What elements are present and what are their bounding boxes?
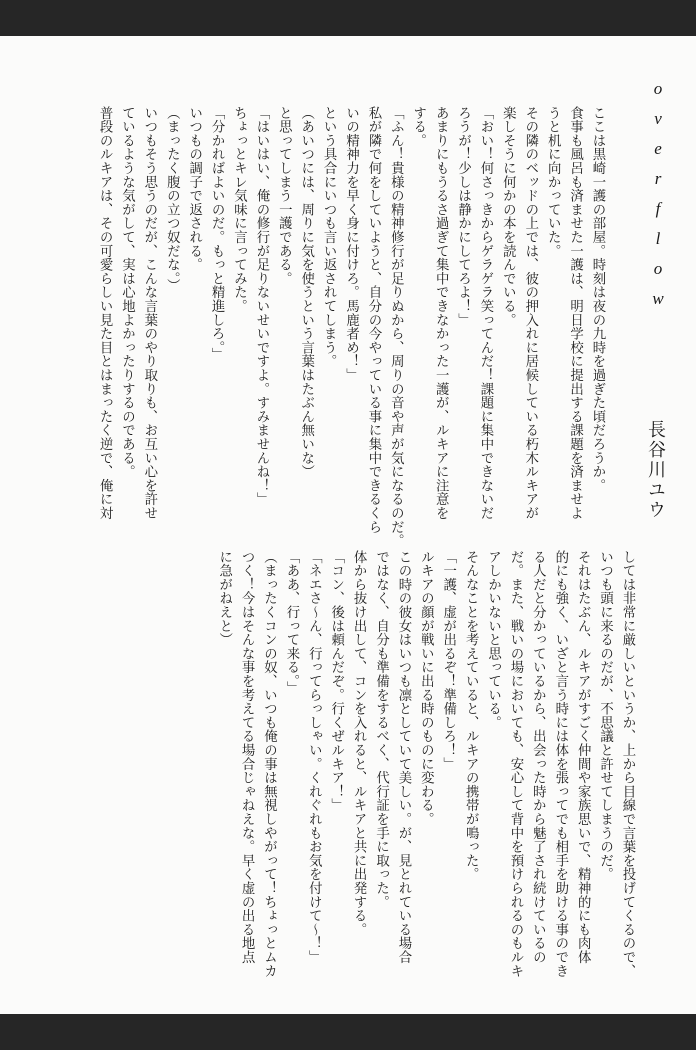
text-line: ているような気がして、実は心地よかったりするのである。 [119, 106, 135, 479]
text-line: この時の彼女はいつも凛としていて美しい。が、見とれている場合 [395, 550, 411, 964]
story-title [643, 80, 673, 320]
title-letter: o [653, 259, 663, 278]
text-line: それはたぶん、ルキアがすごく仲間や家族思いで、精神的にも肉体 [575, 550, 591, 964]
text-line: 楽しそうに何かの本を読んでいる。 [500, 106, 516, 327]
title-letter: f [655, 199, 661, 218]
text-line: 「ふん！貴様の精神修行が足りぬから、周りの音や声が気になるのだ。 [388, 106, 404, 548]
text-line: 「おい！何さっきからゲラゲラ笑ってんだ！課題に集中できないだ [477, 106, 493, 520]
text-line: 私が隣で何をしていようと、自分の今やっている事に集中できるくら [365, 106, 381, 534]
title-letter: r [654, 169, 662, 188]
bottom-scan-border [0, 1014, 696, 1050]
text-line: 「分かればよいのだ。もっと精進しろ。」 [209, 106, 225, 362]
text-line: 普段のルキアは、その可愛らしい見た目とはまったく逆で、俺に対 [97, 106, 113, 520]
text-line: 「ネエさ～ん、行ってらっしゃい。くれぐれもお気を付けて～！」 [306, 550, 322, 964]
text-line: （まったく腹の立つ奴だな。） [164, 106, 180, 293]
text-line: （まったくコンの奴、いつも俺の事は無視しやがって！ちょっとムカ [261, 550, 277, 978]
text-line: その隣のベッドの上では、彼の押入れに居候している朽木ルキアが [522, 106, 538, 520]
text-line: アしかいないと思っている。 [485, 550, 501, 730]
text-line: ろうが！少しは静かにしてろよ！」 [455, 106, 471, 327]
text-line: つく！今はそんな事を考えてる場合じゃねえな。早く虚の出る地点 [239, 550, 255, 964]
author-name: 長谷川ユウ [645, 420, 666, 520]
title-letter: l [655, 229, 661, 248]
text-line: と思ってしまう一護である。 [276, 106, 292, 286]
text-line: だ。また、戦いの場においても、安心して背中を預けられるのもルキ [507, 550, 523, 978]
upper-text-block [93, 106, 608, 548]
text-line: そんなことを考えていると、ルキアの携帯が鳴った。 [463, 550, 479, 882]
text-line: 「ああ、行って来る。」 [283, 550, 299, 696]
title-letter: o [653, 79, 663, 98]
text-line: いつも頭に来るのだが、不思議と許せてしまうのだ。 [597, 550, 613, 882]
text-line: 的にも強く、いざと言う時には体を張ってでも相手を助ける事のでき [552, 550, 568, 978]
text-line: いつもの調子で返される。 [186, 106, 202, 272]
text-line: ルキアの顔が戦いに出る時のものに変わる。 [418, 550, 434, 826]
text-line: あまりにもうるさ過ぎて集中できなかった一護が、ルキアに注意を [433, 106, 449, 520]
text-line: ちょっとキレ気味に言ってみた。 [231, 106, 247, 313]
text-line: （あいつには、周りに気を使うという言葉はたぶん無いな） [298, 106, 314, 479]
text-line: 体から抜け出して、コンを入れると、ルキアと共に出発する。 [351, 550, 367, 937]
text-line: る人だと分かっているから、出会った時から魅了され続けているの [530, 550, 546, 964]
title-letter: e [654, 139, 662, 158]
text-line: ここは黒崎一護の部屋。時刻は夜の九時を過ぎた頃だろうか。 [590, 106, 605, 493]
top-scan-border [0, 0, 696, 36]
text-line: ではなく、自分も準備をするべく、代行証を手に取った。 [373, 550, 389, 909]
text-line: うと机に向かっていた。 [545, 106, 561, 258]
lower-text-block [212, 550, 638, 978]
title-letter: w [652, 289, 664, 308]
text-line: 食事も風呂も済ませた一護は、明日学校に提出する課題を済ませよ [567, 106, 583, 520]
text-line: に急がねえと） [216, 550, 232, 647]
text-line: しては非常に厳しいというか、上から目線で言葉を投げてくるので、 [620, 550, 635, 978]
title-letter: v [654, 109, 662, 128]
text-line: 「はいはい、俺の修行が足りないせいですよ。すみませんね！」 [253, 106, 269, 507]
text-line: という具合にいつも言い返されてしまう。 [321, 106, 337, 369]
text-line: する。 [410, 106, 426, 148]
text-line: いつもそう思うのだが、こんな言葉のやり取りも、お互い心を許せ [141, 106, 157, 520]
text-line: 「コン、後は頼んだぞ。行くぜルキア！」 [328, 550, 344, 813]
text-line: 「一護、虚が出るぞ！準備しろ！」 [440, 550, 456, 771]
text-line: いの精神力を早く身に付けろ。馬鹿者め！」 [343, 106, 359, 382]
